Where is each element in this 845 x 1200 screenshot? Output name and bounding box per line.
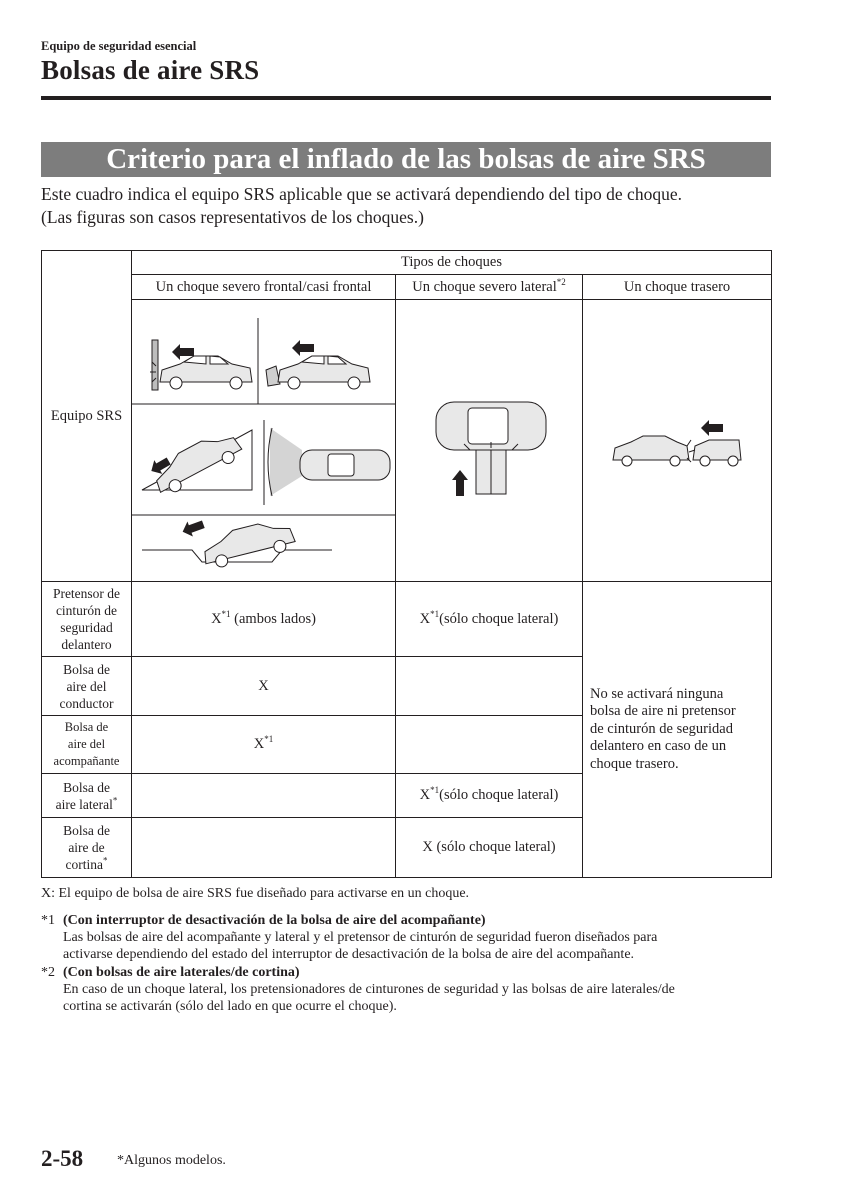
cell-lateral-bag-lateral <box>396 774 583 818</box>
srs-criteria-table <box>41 250 772 878</box>
section-label: Equipo de seguridad esencial <box>41 39 197 53</box>
cell-pretensor-frontal <box>132 582 396 657</box>
chapter-rule <box>41 96 771 100</box>
row-label-conductor <box>42 657 132 716</box>
footnote-ref: *1 <box>430 608 440 619</box>
intro-line: Este cuadro indica el equipo SRS aplicable que se activará dependiendo del tipo de choque. <box>41 184 682 204</box>
footnote-mark: *1 <box>41 913 55 928</box>
footnote-line: En caso de un choque lateral, los pretensionadores de cinturones de seguridad y las bolsas de aire laterales/de <box>63 982 675 997</box>
intro-paragraph <box>41 183 781 229</box>
column-header-rear <box>583 275 772 300</box>
row-label-line: Bolsa de <box>63 823 110 838</box>
row-label-line: Bolsa de <box>64 720 109 734</box>
activation-mark: X <box>419 610 431 627</box>
footnote-ref: * <box>112 795 118 805</box>
row-label-line: Pretensor de <box>52 586 121 601</box>
footer-note: *Algunos modelos. <box>117 1153 226 1168</box>
car-hitting-barrier-icon <box>266 340 370 389</box>
footnote-ref: *1 <box>430 785 440 796</box>
row-label-line: Bolsa de <box>63 779 110 795</box>
footnote-mark: *2 <box>41 965 55 980</box>
activation-mark: X <box>258 677 269 694</box>
footnote-ref: *1 <box>264 734 274 745</box>
cell-qualifier: (sólo choque lateral) <box>432 839 556 855</box>
row-label-line: delantero <box>61 637 112 652</box>
activation-mark: X <box>253 736 265 752</box>
row-label-line: aire del <box>66 678 107 694</box>
footnote-1 <box>41 912 781 963</box>
column-header-frontal <box>132 275 396 300</box>
row-label-lateral-bag <box>42 774 132 818</box>
column-header-label: Un choque severo frontal/casi frontal <box>155 278 372 295</box>
activation-mark: X <box>422 839 433 855</box>
row-label-line: aire lateral <box>55 796 113 812</box>
equipment-header-cell <box>42 251 132 582</box>
cell-lateral-bag-frontal <box>132 774 396 818</box>
rear-note-line: No se activará ninguna <box>590 685 724 702</box>
crash-types-header <box>132 251 772 275</box>
rear-note-line: de cinturón de seguridad <box>590 720 733 737</box>
car-hitting-wall-icon <box>150 340 252 390</box>
row-label-line: aire del <box>67 737 106 751</box>
footnote-line: Las bolsas de aire del acompañante y lateral y el pretensor de cinturón de seguridad fueron diseñados para <box>63 930 658 945</box>
column-header-label: Un choque severo lateral <box>412 278 557 295</box>
page-number: 2-58 <box>41 1146 84 1171</box>
row-label-line: cortina <box>65 857 103 872</box>
row-label-acompanante <box>42 716 132 774</box>
footnote-ref: *2 <box>556 276 566 287</box>
row-label-line: aire de <box>68 840 105 855</box>
cell-conductor-frontal <box>132 657 396 716</box>
activation-mark: X <box>419 787 431 803</box>
row-label-line: Bolsa de <box>63 661 110 677</box>
side-impact-top-view-icon <box>436 402 546 496</box>
footnote-ref: * <box>102 855 108 866</box>
rear-note-line: delantero en caso de un <box>590 738 727 755</box>
car-oblique-impact-top-view-icon <box>268 428 390 496</box>
activation-mark: X <box>211 610 222 627</box>
cell-cortina-frontal <box>132 818 396 878</box>
car-into-ditch-icon <box>142 516 332 570</box>
footnote-heading: (Con interruptor de desactivación de la bolsa de aire del acompañante) <box>63 913 486 928</box>
frontal-illustrations <box>132 300 396 582</box>
footnote-2 <box>41 964 781 1015</box>
rear-note-line: choque trasero. <box>590 755 679 772</box>
equipment-header: Equipo SRS <box>50 407 123 424</box>
cell-conductor-lateral <box>396 657 583 716</box>
cell-pretensor-lateral <box>396 582 583 657</box>
lateral-illustration <box>396 300 583 582</box>
row-label-pretensor <box>42 582 132 657</box>
row-label-line: acompañante <box>53 754 120 768</box>
cell-acompanante-lateral <box>396 716 583 774</box>
rear-illustration <box>583 300 772 582</box>
column-header-lateral <box>396 275 583 300</box>
intro-line: (Las figuras son casos representativos de los choques.) <box>41 207 424 227</box>
footnote-line: activarse dependiendo del estado del interruptor de desactivación de la bolsa de aire del acompañante. <box>63 947 635 962</box>
row-label-cortina <box>42 818 132 878</box>
band-title: Criterio para el inflado de las bolsas de aire SRS <box>41 142 771 177</box>
cell-qualifier: (sólo choque lateral) <box>439 787 559 803</box>
cell-qualifier: (sólo choque lateral) <box>439 610 559 627</box>
cell-qualifier: (ambos lados) <box>230 610 316 627</box>
car-climbing-slope-icon <box>142 426 252 498</box>
x-legend: X: El equipo de bolsa de aire SRS fue diseñado para activarse en un choque. <box>41 886 470 901</box>
cell-acompanante-frontal <box>132 716 396 774</box>
rear-impact-icon <box>613 420 741 466</box>
cell-cortina-lateral <box>396 818 583 878</box>
footnote-heading: (Con bolsas de aire laterales/de cortina) <box>63 965 300 980</box>
row-label-line: seguridad <box>60 620 113 635</box>
row-label-line: cinturón de <box>55 603 118 618</box>
chapter-title: Bolsas de aire SRS <box>41 55 260 85</box>
rear-note-cell <box>583 582 772 878</box>
row-label-line: conductor <box>59 695 114 711</box>
column-header-label: Un choque trasero <box>623 278 731 295</box>
rear-note-line: bolsa de aire ni pretensor <box>590 703 736 720</box>
crash-types-header-label: Tipos de choques <box>401 254 502 270</box>
footnote-ref: *1 <box>221 608 231 619</box>
footnote-line: cortina se activarán (sólo del lado en que ocurre el choque). <box>63 999 397 1014</box>
